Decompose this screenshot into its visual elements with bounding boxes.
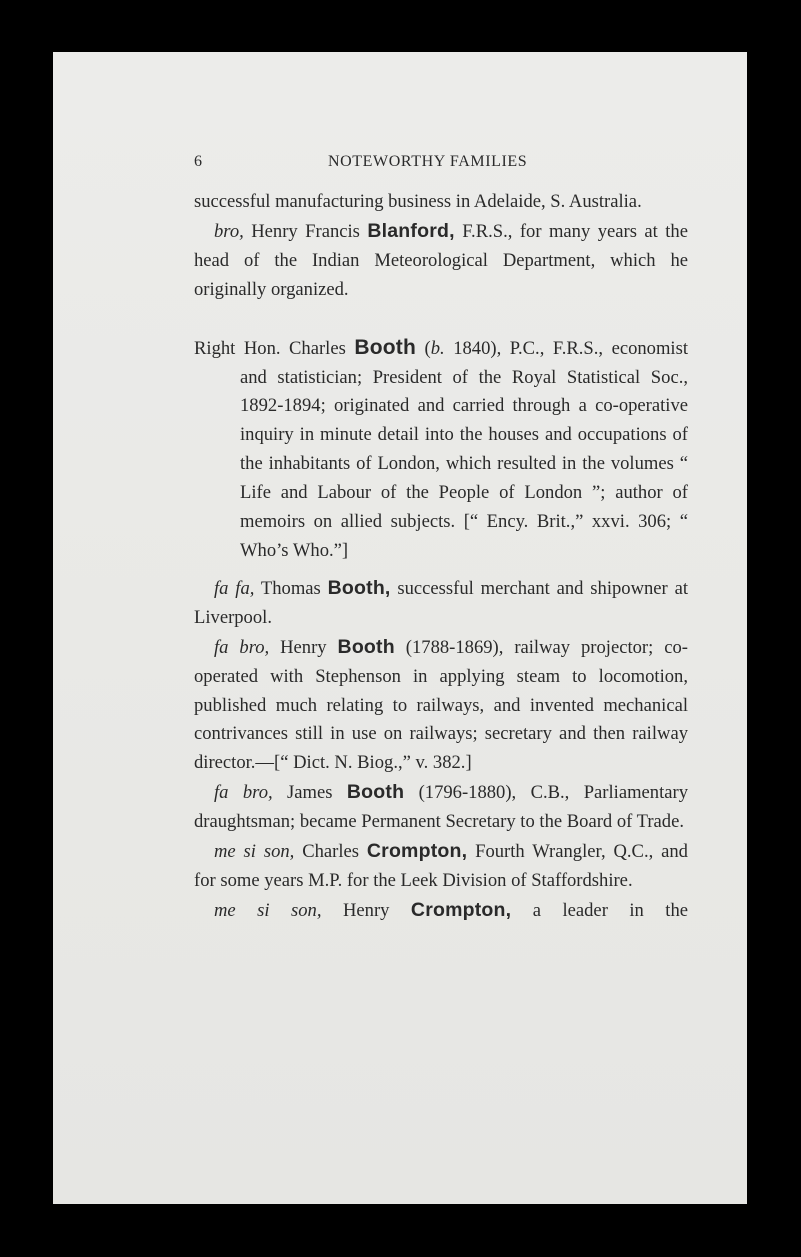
- family-name: Crompton,: [410, 898, 512, 921]
- running-header: [194, 148, 688, 176]
- given-names: Henry: [280, 636, 327, 658]
- open-paren: (: [424, 337, 431, 359]
- given-names: Henry Francis: [251, 220, 360, 242]
- entry-thomas-booth: [194, 574, 688, 633]
- entry-text: F.R.S., for many years at the head of the Indian Meteorological Department, which he originally organized.: [194, 220, 688, 300]
- running-title: NOTEWORTHY FAMILIES: [328, 153, 528, 170]
- entry-text: Fourth Wrangler, Q.C., and for some years M.P. for the Leek Division of Staffordshire.: [194, 841, 688, 891]
- entry-henry-booth: [194, 633, 688, 779]
- given-names: Henry: [342, 899, 390, 921]
- relation-label: fa fa,: [214, 577, 255, 599]
- entry-text: a leader in the: [532, 899, 688, 921]
- relation-label: fa bro,: [214, 782, 273, 804]
- born-abbrev: b.: [430, 337, 445, 359]
- given-names: Charles: [302, 841, 359, 863]
- relation-label: fa bro,: [214, 636, 270, 658]
- family-name: Booth: [337, 635, 395, 658]
- family-name: Crompton,: [366, 840, 468, 863]
- page-text-block: [194, 148, 688, 926]
- entry-text: (1796-1880), C.B., Parliamentary draughtsman; became Permanent Secretary to the Board of Trade.: [194, 782, 688, 833]
- book-page: [53, 52, 747, 1204]
- family-name: Blanford,: [367, 219, 455, 242]
- family-name: Booth: [346, 781, 405, 804]
- entry-henry-crompton: [194, 896, 688, 926]
- given-names: James: [287, 782, 333, 804]
- paragraph-text: successful manufacturing business in Adelaide, S. Australia.: [194, 191, 642, 212]
- entry-charles-crompton: [194, 837, 688, 896]
- page-number: 6: [194, 153, 203, 170]
- entry-text: (1788-1869), railway projector; co-operated with Stephenson in applying steam to locomotion, published much relating to railways, and invented mechanical contrivances still in use on railways; secretary and then railway director.—[“ Dict. N. Biog.,” v. 382.]: [194, 636, 688, 774]
- relation-label: me si son,: [214, 841, 295, 863]
- entry-james-booth: [194, 778, 688, 837]
- family-name: Booth,: [327, 576, 391, 599]
- relation-label: bro,: [214, 220, 244, 242]
- given-names: Thomas: [260, 577, 321, 599]
- entry-text: 1840), P.C., F.R.S., economist and statistician; President of the Royal Statistical Soc., 1892-1894; originated and carried through a co-operative inquiry in minute detail into the houses and occupations of the inhabitants of London, which resulted in the volumes “ Life and Labour of the People of London ”; author of memoirs on allied subjects. [“ Ency. Brit.,” xxvi. 306; “ Who’s Who.”]: [240, 337, 688, 561]
- entry-blanford: [194, 217, 688, 305]
- family-name: Booth: [354, 335, 416, 359]
- given-names: Right Hon. Charles: [194, 337, 346, 359]
- entry-text: successful merchant and shipowner at Liverpool.: [194, 577, 688, 628]
- relation-label: me si son,: [214, 899, 322, 921]
- entry-charles-booth: [194, 334, 688, 566]
- paragraph-continuation: [194, 188, 688, 217]
